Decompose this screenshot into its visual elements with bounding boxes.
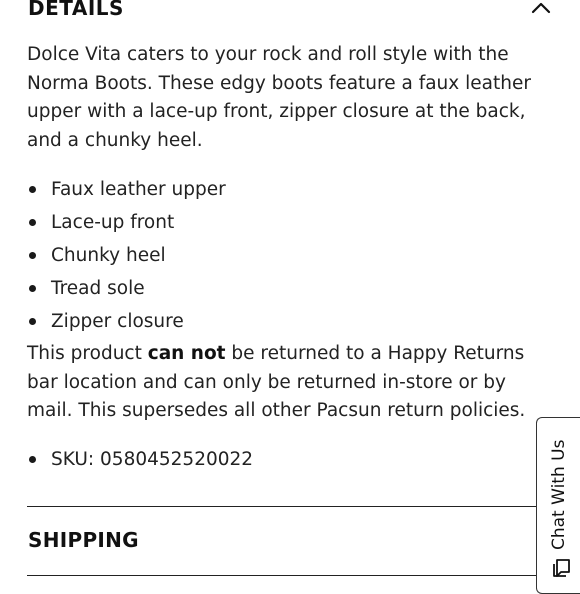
returns-policy	[27, 340, 547, 426]
feature-item: Chunky heel	[27, 240, 226, 273]
divider	[27, 575, 553, 576]
feature-item: Faux leather upper	[27, 174, 226, 207]
shipping-accordion-header[interactable]	[28, 524, 548, 556]
chat-bubble-icon	[550, 557, 572, 579]
divider	[27, 506, 553, 507]
chat-label: Chat With Us	[549, 439, 569, 550]
feature-item: Tread sole	[27, 273, 226, 306]
returns-text-start: This product	[27, 343, 148, 364]
shipping-title: SHIPPING	[28, 528, 139, 552]
returns-text-bold: can not	[147, 343, 226, 364]
feature-list	[27, 174, 226, 339]
details-accordion-header[interactable]	[28, 0, 552, 24]
details-title: DETAILS	[28, 0, 124, 20]
chevron-up-icon[interactable]	[530, 0, 552, 19]
feature-item: Lace-up front	[27, 207, 226, 240]
chat-with-us-button[interactable]	[536, 417, 580, 594]
returns-text-end: be returned to a Happy Returns bar location and can only be returned in-store or by mail. This supersedes all other Pacsun return policies.	[27, 343, 526, 421]
sku-item: SKU: 0580452520022	[27, 444, 253, 475]
feature-item: Zipper closure	[27, 306, 226, 339]
sku-list	[27, 444, 253, 475]
product-description: Dolce Vita caters to your rock and roll style with the Norma Boots. These edgy boots feature a faux leather upper with a lace-up front, zipper closure at the back, and a chunky heel.	[27, 44, 531, 151]
